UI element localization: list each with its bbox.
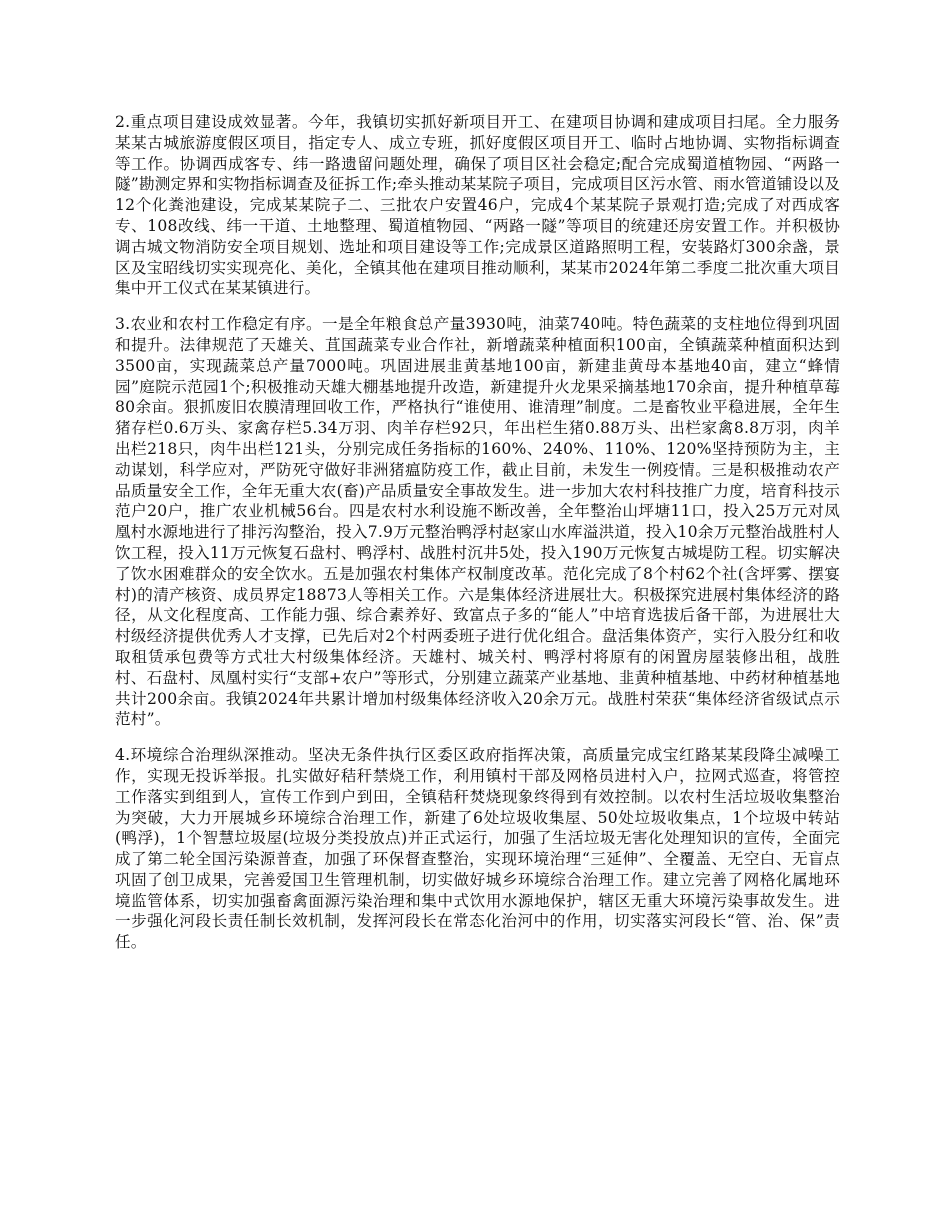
- document-body: [115, 112, 840, 968]
- paragraph-agriculture-rural: 3.农业和农村工作稳定有序。一是全年粮食总产量3930吨，油菜740吨。特色蔬菜的支柱地位得到巩固和提升。法律规范了天雄关、苴国蔬菜专业合作社，新增蔬菜种植面积100亩，全镇蔬菜种植面积达到3500亩，实现蔬菜总产量7000吨。巩固进展韭黄基地100亩，新建韭黄母本基地40亩，建立“蜂情园”庭院示范园1个;积极推动天雄大棚基地提升改造，新建提升火龙果采摘基地170余亩，提升种植草莓80余亩。狠抓废旧农膜清理回收工作，严格执行“谁使用、谁清理”制度。二是畜牧业平稳进展，全年生猪存栏0.6万头、家禽存栏5.34万羽、肉羊存栏92只，年出栏生猪0.88万头、出栏家禽8.8万羽，肉羊出栏218只，肉牛出栏121头，分别完成任务指标的160%、240%、110%、120%坚持预防为主，主动谋划，科学应对，严防死守做好非洲猪瘟防疫工作，截止目前，未发生一例疫情。三是积极推动农产品质量安全工作，全年无重大农(畜)产品质量安全事故发生。进一步加大农村科技推广力度，培育科技示范户20户，推广农业机械56台。四是农村水利设施不断改善，全年整治山坪塘11口，投入25万元对凤凰村水源地进行了排污沟整治，投入7.9万元整治鸭浮村赵家山水库溢洪道，投入10余万元整治战胜村人饮工程，投入11万元恢复石盘村、鸭浮村、战胜村沉井5处，投入190万元恢复古城堤防工程。切实解决了饮水困难群众的安全饮水。五是加强农村集体产权制度改革。范化完成了8个村62个社(含坪雾、摆宴村)的清产核资、成员界定18873人等相关工作。六是集体经济进展壮大。积极探究进展村集体经济的路径，从文化程度高、工作能力强、综合素养好、致富点子多的“能人”中培育选拔后备干部，为进展壮大村级经济提供优秀人才支撑，已先后对2个村两委班子进行优化组合。盘活集体资产，实行入股分红和收取租赁承包费等方式壮大村级集体经济。天雄村、城关村、鸭浮村将原有的闲置房屋装修出租，战胜村、石盘村、凤凰村实行“支部+农户”等形式，分别建立蔬菜产业基地、韭黄种植基地、中药材种植基地共计200余亩。我镇2024年共累计增加村级集体经济收入20余万元。战胜村荣获“集体经济省级试点示范村”。: [115, 315, 840, 729]
- paragraph-key-projects: 2.重点项目建设成效显著。今年，我镇切实抓好新项目开工、在建项目协调和建成项目扫尾。全力服务某某古城旅游度假区项目，指定专人、成立专班，抓好度假区项目开工、临时占地协调、实物指标调查等工作。协调西成客专、纬一路遗留问题处理，确保了项目区社会稳定;配合完成蜀道植物园、“两路一隧”勘测定界和实物指标调查及征拆工作;牵头推动某某院子项目，完成项目区污水管、雨水管道铺设以及12个化粪池建设，完成某某院子二、三批农户安置46户，完成4个某某院子景观打造;完成了对西成客专、108改线、纬一干道、土地整理、蜀道植物园、“两路一隧”等项目的统建还房安置工作。并积极协调古城文物消防安全项目规划、选址和项目建设等工作;完成景区道路照明工程，安装路灯300余盏，景区及宝昭线切实实现亮化、美化，全镇其他在建项目推动顺利，某某市2024年第二季度二批次重大项目集中开工仪式在某某镇进行。: [115, 113, 840, 298]
- paragraph-environment: 4.环境综合治理纵深推动。坚决无条件执行区委区政府指挥决策，高质量完成宝红路某某段降尘减噪工作，实现无投诉举报。扎实做好秸秆禁烧工作，利用镇村干部及网格员进村入户，拉网式巡查，将管控工作落实到组到人，宣传工作到户到田，全镇秸秆焚烧现象终得到有效控制。以农村生活垃圾收集整治为突破，大力开展城乡环境综合治理工作，新建了6处垃圾收集屋、50处垃圾收集点，1个垃圾中转站(鸭浮)，1个智慧垃圾屋(垃圾分类投放点)并正式运行，加强了生活垃圾无害化处理知识的宣传，全面完成了第二轮全国污染源普查，加强了环保督查整治，实现环境治理“三延伸”、全覆盖、无空白、无盲点巩固了创卫成果，完善爱国卫生管理机制，切实做好城乡环境综合治理工作。建立完善了网格化属地环境监管体系，切实加强畜禽面源污染治理和集中式饮用水源地保护，辖区无重大环境污染事故发生。进一步强化河段长责任制长效机制，发挥河段长在常态化治河中的作用，切实落实河段长“管、治、保”责任。: [115, 746, 840, 952]
